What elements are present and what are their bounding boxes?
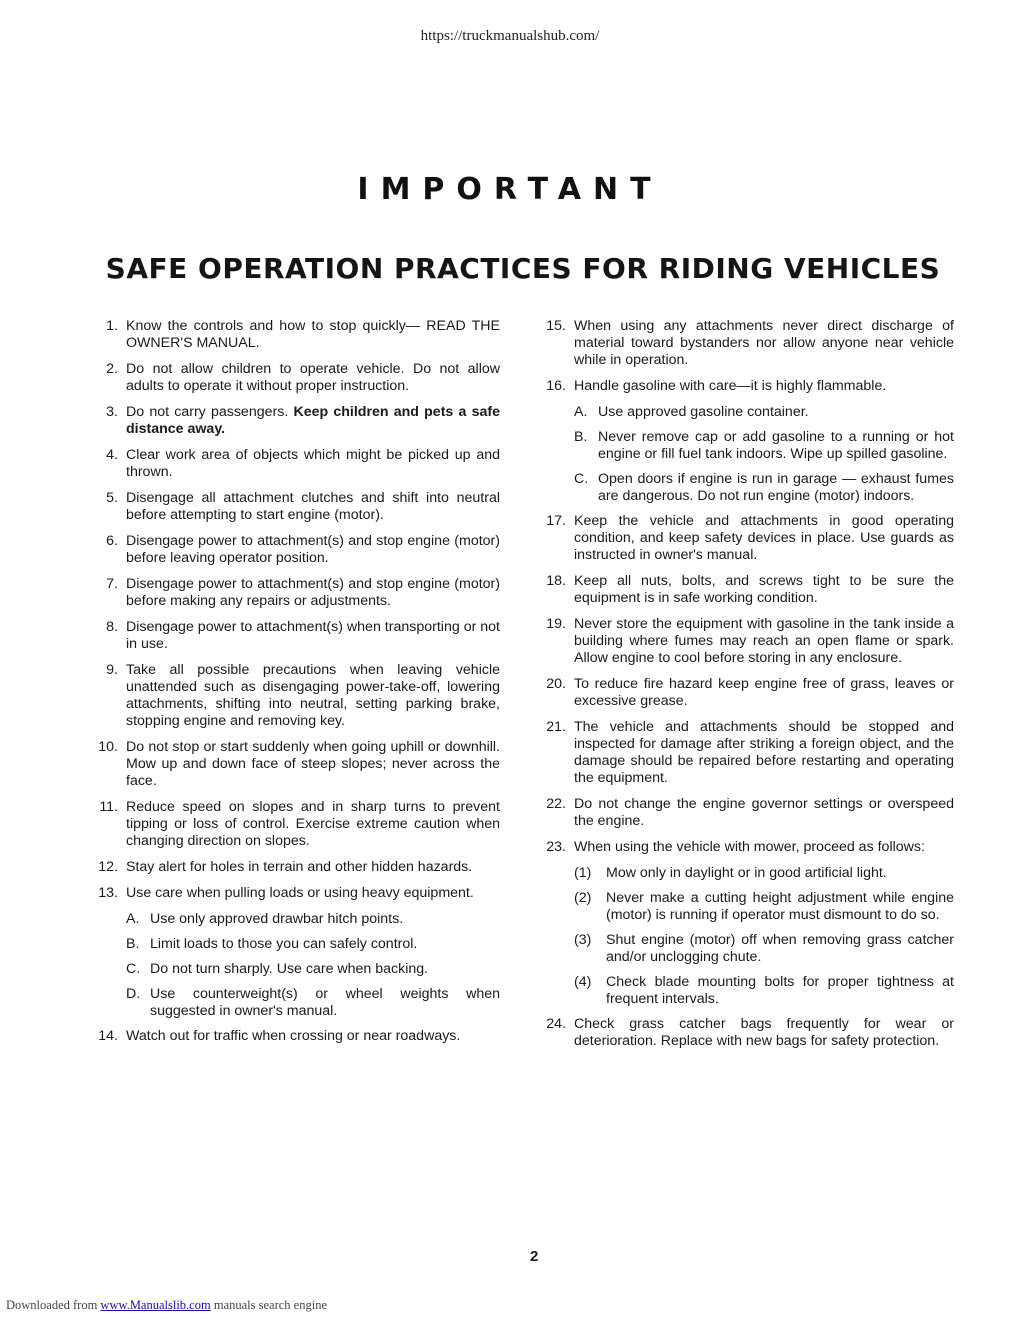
item-text-body: Stay alert for holes in terrain and other hidden hazards. (126, 859, 473, 875)
item-text (126, 318, 500, 352)
item-number: 17. (546, 513, 566, 529)
item-text-body: Check grass catcher bags frequently for wear or deterioration. Replace with new bags for safety protection. (574, 1016, 954, 1049)
item-text (574, 1016, 954, 1050)
item-text-body: Take all possible precautions when leaving vehicle unattended such as disengaging power-take-off, lowering attachments, shifting into neutral, setting parking brake, stopping engine and removing key. (126, 662, 500, 729)
item-number: 21. (546, 719, 566, 735)
item-text-body: Reduce speed on slopes and in sharp turns to prevent tipping or loss of control. Exercise extreme caution when changing direction on slopes. (126, 799, 500, 849)
item-text-body: The vehicle and attachments should be stopped and inspected for damage after striking a foreign object, and the damage should be repaired before restarting and operating the equipment. (574, 719, 954, 786)
item-text-body: Use care when pulling loads or using heavy equipment. (126, 885, 474, 901)
item-number: 10. (98, 739, 118, 755)
item-number: 4. (106, 447, 118, 463)
sub-item-number: (2) (574, 890, 592, 906)
item-number: 6. (106, 533, 118, 549)
sub-item-text: Limit loads to those you can safely control. (150, 936, 418, 952)
page-title: SAFE OPERATION PRACTICES FOR RIDING VEHICLES (105, 252, 941, 285)
item-text-body: Disengage all attachment clutches and shift into neutral before attempting to start engine (motor). (126, 490, 500, 523)
item-number: 7. (106, 576, 118, 592)
sub-item-number: (4) (574, 974, 592, 990)
item-text-body: Do not carry passengers. (126, 404, 294, 420)
sub-list-item (540, 404, 954, 421)
item-text-body: Disengage power to attachment(s) and stop engine (motor) before making any repairs or adjustments. (126, 576, 500, 609)
item-number: 2. (106, 361, 118, 377)
sub-item-text: Never make a cutting height adjustment while engine (motor) is running if operator must dismount to do so. (606, 890, 954, 923)
list-item (92, 318, 500, 352)
list-item (540, 676, 954, 710)
item-text-body: Do not change the engine governor settings or overspeed the engine. (574, 796, 954, 829)
sub-item-text: Use only approved drawbar hitch points. (150, 911, 404, 927)
list-item (92, 576, 500, 610)
item-text-body: Never store the equipment with gasoline in the tank inside a building where fumes may reach an open flame or spark. Allow engine to cool before storing in any enclosure. (574, 616, 954, 666)
item-text-body: Handle gasoline with care—it is highly flammable. (574, 378, 887, 394)
item-number: 16. (546, 378, 566, 394)
item-number: 8. (106, 619, 118, 635)
right-column (540, 318, 954, 1059)
item-text (574, 573, 954, 607)
item-text-body: Watch out for traffic when crossing or near roadways. (126, 1028, 461, 1044)
list-item (92, 739, 500, 790)
item-text-body: Keep all nuts, bolts, and screws tight to be sure the equipment is in safe working condition. (574, 573, 954, 606)
sub-item-text: Mow only in daylight or in good artificial light. (606, 865, 887, 881)
item-text (126, 859, 500, 876)
item-text (126, 361, 500, 395)
sub-list-item (540, 429, 954, 463)
item-text (126, 619, 500, 653)
item-number: 22. (546, 796, 566, 812)
sub-item-text: Do not turn sharply. Use care when backing. (150, 961, 429, 977)
item-text-body: Do not allow children to operate vehicle. Do not allow adults to operate it without proper instruction. (126, 361, 500, 394)
item-text (574, 676, 954, 710)
list-item (92, 1028, 500, 1045)
item-number: 1. (106, 318, 118, 334)
sub-item-text: Shut engine (motor) off when removing grass catcher and/or unclogging chute. (606, 932, 954, 965)
item-text-emphasis: Keep children and pets a safe distance away. (126, 404, 500, 437)
manualslib-link[interactable]: www.Manualslib.com (100, 1298, 211, 1312)
item-number: 20. (546, 676, 566, 692)
list-item (92, 490, 500, 524)
important-heading: IMPORTANT (357, 172, 663, 207)
item-text (126, 885, 500, 902)
list-item (540, 318, 954, 369)
sub-list-item (540, 974, 954, 1008)
item-text-body: When using any attachments never direct discharge of material toward bystanders nor allow anyone near vehicle while in operation. (574, 318, 954, 368)
item-text (126, 1028, 500, 1045)
item-number: 24. (546, 1016, 566, 1032)
item-text (126, 739, 500, 790)
list-item (92, 447, 500, 481)
list-item (540, 719, 954, 787)
sub-item-number: B. (126, 936, 140, 952)
item-text (574, 513, 954, 564)
list-item (92, 619, 500, 653)
list-item (540, 796, 954, 830)
left-column (92, 318, 500, 1054)
item-text (574, 839, 954, 856)
sub-list (540, 404, 954, 505)
item-text-body: Disengage power to attachment(s) and stop engine (motor) before leaving operator position. (126, 533, 500, 566)
item-text-body: Clear work area of objects which might be picked up and thrown. (126, 447, 500, 480)
item-number: 5. (106, 490, 118, 506)
list-item (92, 662, 500, 730)
sub-list-item (92, 911, 500, 928)
sub-item-number: C. (574, 471, 589, 487)
sub-list-item (540, 932, 954, 966)
sub-item-number: A. (574, 404, 588, 420)
list-item (540, 573, 954, 607)
sub-list-item (540, 865, 954, 882)
item-number: 3. (106, 404, 118, 420)
sub-list-item (540, 471, 954, 505)
sub-list-item (92, 936, 500, 953)
footer-prefix: Downloaded from (6, 1298, 101, 1312)
sub-list-item (92, 961, 500, 978)
sub-item-text: Use approved gasoline container. (598, 404, 809, 420)
sub-item-text: Open doors if engine is run in garage — exhaust fumes are dangerous. Do not run engine (motor) indoors. (598, 471, 954, 504)
sub-list-item (92, 986, 500, 1020)
item-text (574, 318, 954, 369)
sub-item-number: B. (574, 429, 588, 445)
item-number: 13. (98, 885, 118, 901)
item-text (574, 616, 954, 667)
list-item (540, 1016, 954, 1050)
item-number: 12. (98, 859, 118, 875)
item-text (126, 404, 500, 438)
sub-list (540, 865, 954, 1008)
list-item (92, 404, 500, 438)
list-item (540, 513, 954, 564)
footer-suffix: manuals search engine (210, 1298, 327, 1312)
list-item (92, 885, 500, 902)
item-number: 23. (546, 839, 566, 855)
header-url: https://truckmanualshub.com/ (420, 28, 600, 44)
list-item (540, 378, 954, 395)
item-text-body: Keep the vehicle and attachments in good operating condition, and keep safety devices in place. Use guards as instructed in owner's manual. (574, 513, 954, 563)
list-item (540, 616, 954, 667)
list-item (92, 361, 500, 395)
item-number: 19. (546, 616, 566, 632)
sub-item-number: A. (126, 911, 140, 927)
item-text (126, 490, 500, 524)
item-text-body: To reduce fire hazard keep engine free of grass, leaves or excessive grease. (574, 676, 954, 709)
footer (6, 1298, 327, 1313)
item-number: 18. (546, 573, 566, 589)
item-text-body: Do not stop or start suddenly when going uphill or downhill. Mow up and down face of steep slopes; never across the face. (126, 739, 500, 789)
list-item (540, 839, 954, 856)
sub-list-item (540, 890, 954, 924)
item-text (126, 447, 500, 481)
item-text (574, 378, 954, 395)
item-text (126, 533, 500, 567)
list-item (92, 859, 500, 876)
item-text-body: Disengage power to attachment(s) when transporting or not in use. (126, 619, 500, 652)
item-text-body: When using the vehicle with mower, proceed as follows: (574, 839, 925, 855)
list-item (92, 533, 500, 567)
item-text (574, 719, 954, 787)
item-number: 9. (106, 662, 118, 678)
item-number: 14. (98, 1028, 118, 1044)
sub-item-number: C. (126, 961, 141, 977)
sub-item-number: (1) (574, 865, 592, 881)
sub-item-text: Use counterweight(s) or wheel weights when suggested in owner's manual. (150, 986, 500, 1019)
sub-list (92, 911, 500, 1020)
item-number: 11. (99, 799, 118, 815)
page-number: 2 (530, 1248, 539, 1265)
sub-item-number: (3) (574, 932, 592, 948)
item-text (574, 796, 954, 830)
list-item (92, 799, 500, 850)
sub-item-number: D. (126, 986, 141, 1002)
sub-item-text: Never remove cap or add gasoline to a running or hot engine or fill fuel tank indoors. Wipe up spilled gasoline. (598, 429, 954, 462)
item-text (126, 576, 500, 610)
item-number: 15. (546, 318, 566, 334)
item-text (126, 662, 500, 730)
sub-item-text: Check blade mounting bolts for proper tightness at frequent intervals. (606, 974, 954, 1007)
item-text (126, 799, 500, 850)
item-text-body: Know the controls and how to stop quickly— READ THE OWNER'S MANUAL. (126, 318, 500, 351)
